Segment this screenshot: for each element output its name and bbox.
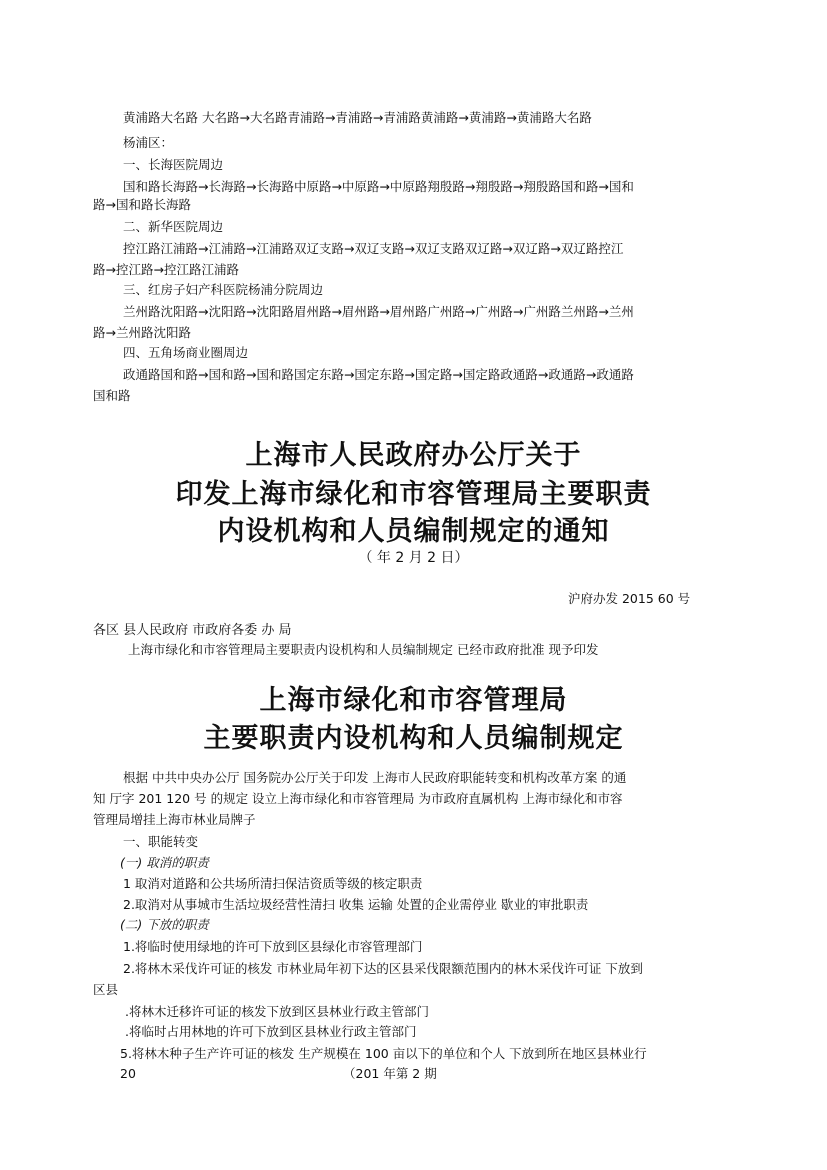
list-item: 2.取消对从事城市生活垃圾经营性清扫 收集 运输 处置的企业需停业 歇业的审批职责 [123, 897, 589, 912]
route-line: 国和路 [93, 388, 131, 403]
section-heading: 一、长海医院周边 [123, 157, 224, 172]
list-item: 5.将林木种子生产许可证的核发 生产规模在 100 亩以下的单位和个人 下放到所在地区县林业行 [120, 1046, 647, 1061]
subsection-heading: (二) 下放的职责 [120, 917, 209, 932]
notice-body: 上海市绿化和市容管理局主要职责内设机构和人员编制规定 已经市政府批准 现予印发 [128, 642, 599, 657]
notice-date: （ 年 2 月 2 日） [358, 550, 469, 566]
route-line: 政通路国和路→国和路→国和路国定东路→国定东路→国定路→国定路政通路→政通路→政通路 [123, 367, 634, 382]
notice-title-line-2: 印发上海市绿化和市容管理局主要职责 [175, 479, 652, 510]
route-line: 控江路江浦路→江浦路→江浦路双辽支路→双辽支路→双辽支路双辽路→双辽路→双辽路控江 [123, 241, 624, 256]
paragraph-line: 根据 中共中央办公厅 国务院办公厅关于印发 上海市人民政府职能转变和机构改革方案 的通 [123, 770, 627, 785]
subsection-heading: (一) 取消的职责 [120, 855, 209, 870]
section-heading: 四、五角场商业圈周边 [123, 345, 249, 360]
section-heading: 一、职能转变 [123, 834, 199, 849]
route-line: 路→控江路→控江路江浦路 [93, 262, 239, 277]
notice-title-line-3: 内设机构和人员编制规定的通知 [217, 516, 610, 547]
document-number: 沪府办发 2015 60 号 [568, 591, 691, 606]
rules-title-line-2: 主要职责内设机构和人员编制规定 [203, 723, 624, 754]
list-item: 1.将临时使用绿地的许可下放到区县绿化市容管理部门 [123, 939, 423, 954]
paragraph-line: 管理局增挂上海市林业局牌子 [93, 812, 256, 827]
route-line-1: 黄浦路大名路 大名路→大名路青浦路→青浦路→青浦路黄浦路→黄浦路→黄浦路大名路 [123, 110, 592, 125]
list-item: 1 取消对道路和公共场所清扫保洁资质等级的核定职责 [123, 876, 423, 891]
section-heading: 三、红房子妇产科医院杨浦分院周边 [123, 282, 324, 297]
route-line: 路→兰州路沈阳路 [93, 325, 191, 340]
paragraph-line: 知 厅字 201 120 号 的规定 设立上海市绿化和市容管理局 为市政府直属机构 上海市绿化和市容 [93, 791, 623, 806]
district-heading: 杨浦区： [123, 135, 174, 150]
list-item: .将林木迁移许可证的核发下放到区县林业行政主管部门 [125, 1004, 429, 1019]
section-heading: 二、新华医院周边 [123, 219, 224, 234]
rules-title-line-1: 上海市绿化和市容管理局 [259, 685, 568, 716]
notice-title-line-1: 上海市人民政府办公厅关于 [245, 440, 582, 471]
list-item: 2.将林木采伐许可证的核发 市林业局年初下达的区县采伐限额范围内的林木采伐许可证 下放到 [123, 961, 643, 976]
issue-label: （201 年第 2 期 [343, 1066, 437, 1081]
list-item: 区县 [93, 982, 119, 997]
recipients: 各区 县人民政府 市政府各委 办 局 [93, 623, 292, 638]
list-item: .将临时占用林地的许可下放到区县林业行政主管部门 [125, 1024, 417, 1039]
page-number: 20 [120, 1066, 136, 1081]
route-line: 路→国和路长海路 [93, 197, 191, 212]
route-line: 国和路长海路→长海路→长海路中原路→中原路→中原路翔殷路→翔殷路→翔殷路国和路→国和 [123, 179, 634, 194]
route-line: 兰州路沈阳路→沈阳路→沈阳路眉州路→眉州路→眉州路广州路→广州路→广州路兰州路→兰州 [123, 304, 634, 319]
